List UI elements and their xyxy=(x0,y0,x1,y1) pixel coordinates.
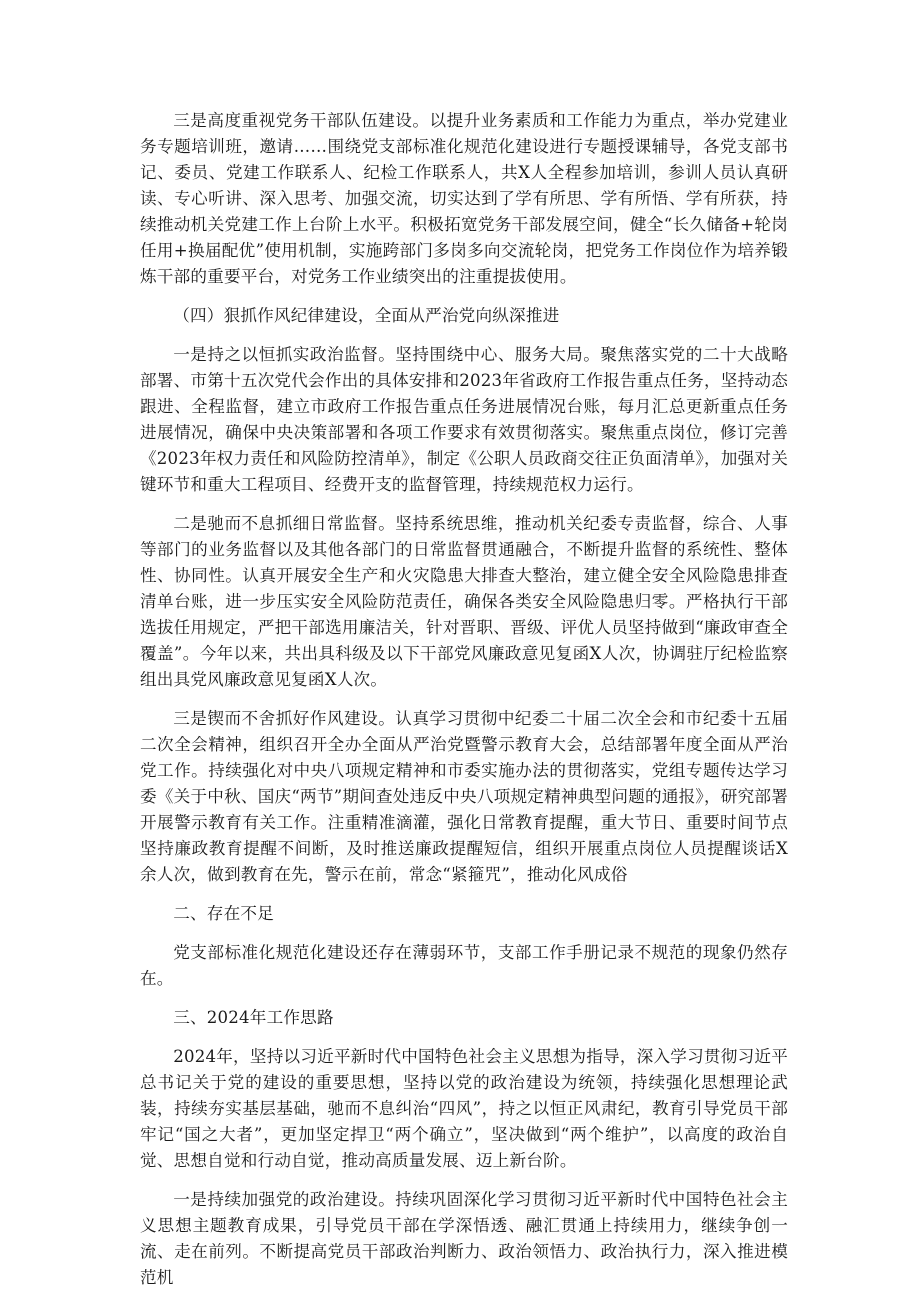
section-heading-discipline: （四）狠抓作风纪律建设，全面从严治党向纵深推进 xyxy=(173,306,560,325)
paragraph-shortcomings: 党支部标准化规范化建设还存在薄弱环节，支部工作手册记录不规范的现象仍然存在。 xyxy=(140,943,788,988)
paragraph-political-construction: 一是持续加强党的政治建设。持续巩固深化学习贯彻习近平新时代中国特色社会主义思想主题教育成果，引导党员干部在学深悟透、融汇贯通上持续用力，继续争创一流、走在前列。不断提高党员干部政治判断力、政治领悟力、政治执行力，深入推进模范机 xyxy=(140,1190,788,1287)
paragraph-cadre-team-building: 三是高度重视党务干部队伍建设。以提升业务素质和工作能力为重点，举办党建业务专题培训班，邀请……围绕党支部标准化规范化建设进行专题授课辅导，各党支部书记、委员、党建工作联系人、纪检工作联系人，共X人全程参加培训，参训人员认真研读、专心听讲、深入思考、加强交流，切实达到了学有所思、学有所悟、学有所获，持续推动机关党建工作上台阶上水平。积极拓宽党务干部发展空间，健全“长久储备+轮岗任用+换届配优”使用机制，实施跨部门多岗多向交流轮岗，把党务工作岗位作为培养锻炼干部的重要平台，对党务工作业绩突出的注重提拔使用。 xyxy=(140,111,788,286)
section-heading-shortcomings: 二、存在不足 xyxy=(173,904,274,923)
section-heading-2024-plan: 三、2024年工作思路 xyxy=(173,1008,334,1027)
paragraph-2024-overview: 2024年，坚持以习近平新时代中国特色社会主义思想为指导，深入学习贯彻习近平总书记关于党的建设的重要思想，坚持以党的政治建设为统领，持续强化思想理论武装，持续夯实基层基础，驰而不息纠治“四风”，持之以恒正风肃纪，教育引导党员干部牢记“国之大者”，更加坚定捍卫“两个确立”，坚决做到“两个维护”，以高度的政治自觉、思想自觉和行动自觉，推动高质量发展、迈上新台阶。 xyxy=(140,1047,788,1170)
paragraph-daily-supervision: 二是驰而不息抓细日常监督。坚持系统思维，推动机关纪委专责监督，综合、人事等部门的业务监督以及其他各部门的日常监督贯通融合，不断提升监督的系统性、整体性、协同性。认真开展安全生产和火灾隐患大排查大整治，建立健全安全风险隐患排查清单台账，进一步压实安全风险防范责任，确保各类安全风险隐患归零。严格执行干部选拔任用规定，严把干部选用廉洁关，针对晋职、晋级、评优人员坚持做到“廉政审查全覆盖”。今年以来，共出具科级及以下干部党风廉政意见复函X人次，协调驻厅纪检监察组出具党风廉政意见复函X人次。 xyxy=(140,514,788,689)
paragraph-work-style: 三是锲而不舍抓好作风建设。认真学习贯彻中纪委二十届二次全会和市纪委十五届二次全会精神，组织召开全办全面从严治党暨警示教育大会，总结部署年度全面从严治党工作。持续强化对中央八项规定精神和市委实施办法的贯彻落实，党组专题传达学习委《关于中秋、国庆“两节”期间查处违反中央八项规定精神典型问题的通报》，研究部署开展警示教育有关工作。注重精准滴灌，强化日常教育提醒，重大节日、重要时间节点坚持廉政教育提醒不间断，及时推送廉政提醒短信，组织开展重点岗位人员提醒谈话X余人次，做到教育在先，警示在前，常念“紧箍咒”，推动化风成俗 xyxy=(140,709,788,884)
paragraph-political-supervision: 一是持之以恒抓实政治监督。坚持围绕中心、服务大局。聚焦落实党的二十大战略部署、市第十五次党代会作出的具体安排和2023年省政府工作报告重点任务，坚持动态跟进、全程监督，建立市政府工作报告重点任务进展情况台账，每月汇总更新重点任务进展情况，确保中央决策部署和各项工作要求有效贯彻落实。聚焦重点岗位，修订完善《2023年权力责任和风险防控清单》，制定《公职人员政商交往正负面清单》，加强对关键环节和重大工程项目、经费开支的监督管理，持续规范权力运行。 xyxy=(140,345,788,494)
